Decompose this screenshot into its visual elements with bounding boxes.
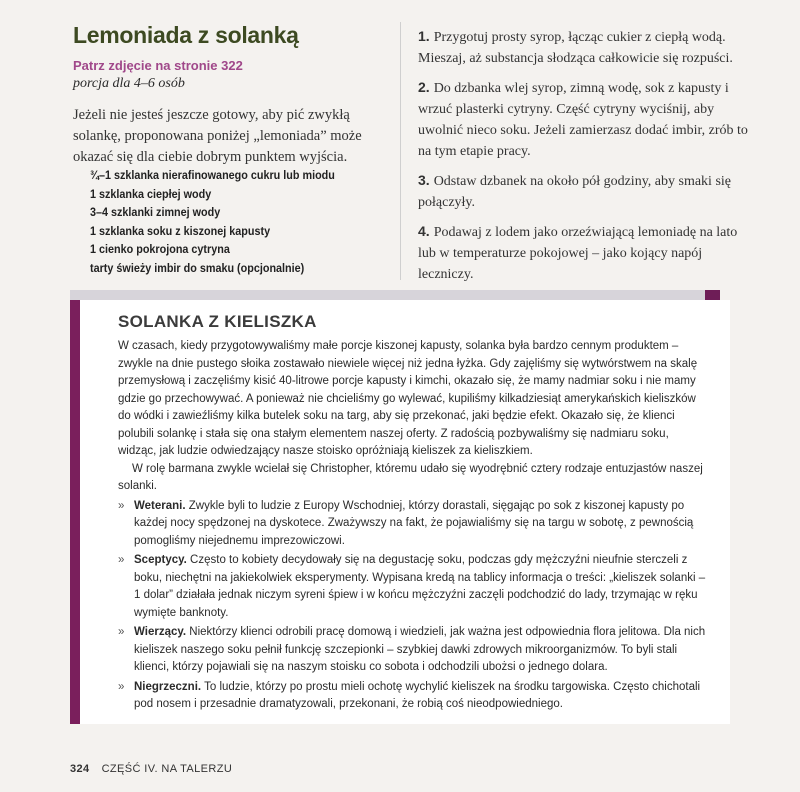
ingredient-item: 1 szklanka soku z kiszonej kapusty	[90, 223, 271, 238]
step-text: Przygotuj prosty syrop, łącząc cukier z ciepłą wodą. Mieszaj, aż substancja słodząca całkowicie się rozpuści.	[418, 30, 733, 66]
step-item	[418, 26, 748, 69]
ingredient-item: 3–4 szklanki zimnej wody	[90, 205, 221, 219]
step-item	[418, 77, 748, 162]
type-name: Weterani.	[134, 499, 186, 512]
bullet-mark: »	[118, 554, 125, 566]
recipe-title: Lemoniada z solanką	[73, 22, 299, 48]
bullet-mark: »	[118, 680, 125, 693]
page-number: 324	[70, 763, 90, 775]
step-item	[418, 170, 748, 213]
ingredient-item: ¾–1 szklanka nierafinowanego cukru lub miodu	[90, 168, 335, 182]
type-name: Niegrzeczni.	[134, 680, 202, 693]
section-title: CZĘŚĆ IV. NA TALERZU	[101, 763, 233, 775]
bullet-mark: »	[118, 626, 125, 638]
sidebar-paragraph: W rolę barmana zwykle wcielał się Christopher, któremu udało się wyodrębnić cztery rodzaje entuzjastów naszej solanki.	[118, 462, 703, 492]
list-item	[118, 624, 708, 677]
recipe-intro: Jeżeli nie jesteś jeszcze gotowy, aby pić zwykłą solankę, proponowana poniżej „lemoniada” może okazać się dla ciebie dobrym punktem wyjścia.	[73, 107, 362, 165]
type-text: To ludzie, którzy po prostu mieli ochotę wychylić kieliszek na środku targowiska. Często chichotali pod nosem i przesadnie dramatyzowali, przekonani, że robią coś nieodpowiedniego.	[134, 680, 701, 710]
list-item	[118, 498, 708, 551]
sidebar-box	[70, 300, 730, 724]
step-text: Podawaj z lodem jako orzeźwiającą lemoniadę na lato lub w temperaturze pokojowej – jako kojący napój leczniczy.	[418, 225, 738, 282]
step-text: Do dzbanka wlej syrop, zimną wodę, sok z kapusty i wrzuć plasterki cytryny. Część cytryny wyciśnij, aby uwolnić nieco soku. Jeżeli zamierzasz dodać imbir, zrób to na tym etapie pracy.	[418, 81, 748, 159]
see-photo-note: Patrz zdjęcie na stronie 322	[73, 58, 243, 73]
step-number: 1.	[418, 28, 430, 44]
list-item	[118, 679, 708, 714]
ingredients-list	[90, 166, 335, 277]
type-name: Sceptycy.	[134, 554, 187, 566]
step-number: 2.	[418, 79, 430, 95]
step-text: Odstaw dzbanek na około pół godziny, aby smaki się połączyły.	[418, 174, 731, 210]
bullet-mark: »	[118, 499, 125, 512]
type-text: Zwykle byli to ludzie z Europy Wschodniej, którzy dorastali, sięgając po sok z kiszonej kapusty po każdej nocy spędzonej na dyskotece. Zważywszy na fakt, że pojawialiśmy się na targu w sobotę, z pewnością pomogliśmy niejednemu imprezowiczowi.	[134, 499, 694, 547]
sidebar-heading: SOLANKA Z KIELISZKA	[118, 312, 317, 331]
column-divider	[400, 22, 401, 280]
ingredient-item: 1 cienko pokrojona cytryna	[90, 242, 230, 256]
step-number: 3.	[418, 172, 430, 188]
type-text: Niektórzy klienci odrobili pracę domową i wiedzieli, jak ważna jest odpowiednia flora jelitowa. Dla nich kieliszek naszego soku pełnił funkcję szczepionki – szybkiej dawki zdrowych mikroorganizmów. To byli stali klienci, którzy pojawiali się na naszym stoisku co sobota i odchodzili ubożsi o jednego dolara.	[134, 626, 706, 673]
type-text: Często to kobiety decydowały się na degustację soku, podczas gdy mężczyźni nieufnie sterczeli z boku, niechętni na jakiekolwiek eksperymenty. Wypisana kredą na tablicy informacja o treści: „kieliszek solanki – 1 dolar” działała jednak niczym syreni śpiew i w końcu mężczyźni zaczęli podchodzić do lady, trzymając w ręku wymięte banknoty.	[134, 554, 706, 619]
ingredient-item: 1 szklanka ciepłej wody	[90, 186, 212, 201]
portion-size: porcja dla 4–6 osób	[73, 76, 185, 91]
sidebar-paragraph: W czasach, kiedy przygotowywaliśmy małe porcje kiszonej kapusty, solanka była bardzo cennym produktem – zwykle na dnie pustego słoika zostawało niewiele więcej niż jedna łyżka. Gdy zajęliśmy się wytwórstwem na skalę przemysłową i zaczęliśmy kisić 40-litrowe porcje kapusty i kimchi, okazało się, że mamy nadmiar soku i nie mamy gdzie go przechowywać. A ponieważ nie chcieliśmy go wylewać, kupiliśmy kilkadziesiąt amerykańskich kieliszków do wódki i zawieźliśmy kilka butelek soku na targ, aby się przekonać, jaki będzie efekt. Okazało się, że klienci polubili solankę i stała się ona stałym elementem naszej oferty. Z radością pozbywaliśmy się nadmiaru soku, widząc, jak ludzie odwiedzający nasze stoisko opróżniają kieliszek za kieliszkiem.	[118, 340, 698, 457]
page-footer	[70, 763, 232, 775]
type-name: Wierzący.	[134, 626, 187, 638]
step-number: 4.	[418, 223, 430, 239]
list-item	[118, 552, 708, 622]
ingredient-item: tarty świeży imbir do smaku (opcjonalnie)	[90, 260, 305, 275]
steps-list	[418, 26, 748, 293]
step-item	[418, 221, 748, 285]
enthusiast-types-list	[118, 498, 708, 714]
